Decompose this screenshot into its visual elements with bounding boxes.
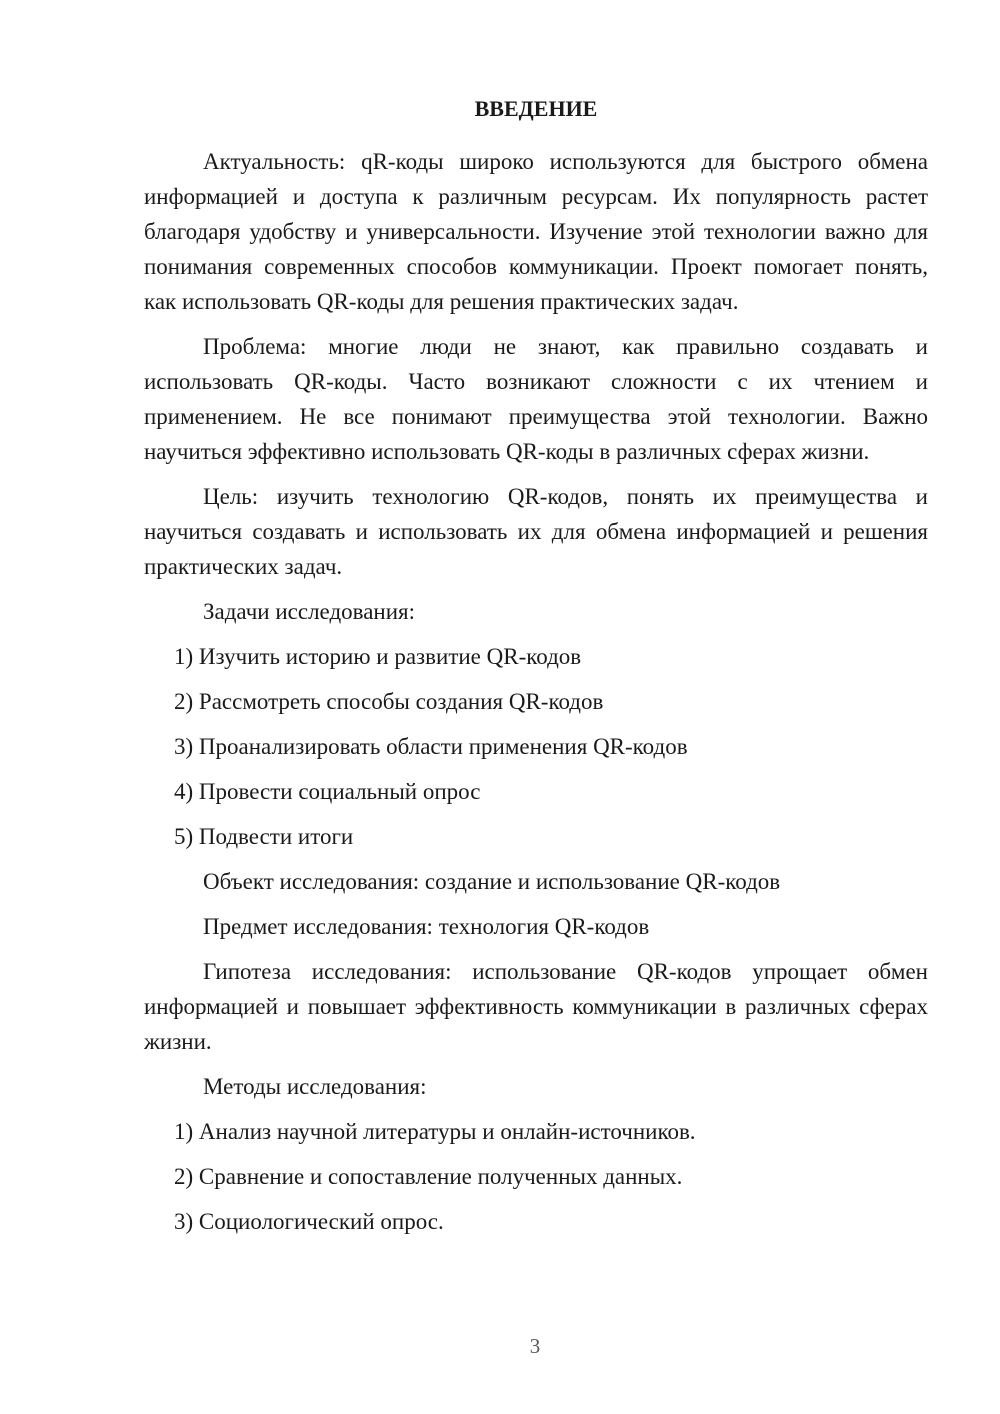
page-title: ВВЕДЕНИЕ xyxy=(474,96,598,121)
task-item: 5) Подвести итоги xyxy=(174,824,354,849)
task-item: 4) Провести социальный опрос xyxy=(174,779,481,804)
method-item: 2) Сравнение и сопоставление полученных данных. xyxy=(174,1164,683,1189)
relevance-paragraph: Актуальность: qR-коды широко используются для быстрого обмена информацией и доступа к различным ресурсам. Их популярность растет благодаря удобству и универсальности. Изучение этой технологии важно для понимания современных способов коммуникации. Проект помогает понять, как использовать QR-коды для решения практических задач. xyxy=(144,149,928,314)
task-item: 3) Проанализировать области применения QR-кодов xyxy=(174,734,688,759)
document-body xyxy=(144,144,928,1249)
method-item: 1) Анализ научной литературы и онлайн-источников. xyxy=(174,1119,696,1144)
hypothesis-paragraph: Гипотеза исследования: использование QR-кодов упрощает обмен информацией и повышает эффективность коммуникации в различных сферах жизни. xyxy=(144,959,928,1054)
research-subject: Предмет исследования: технология QR-кодов xyxy=(203,914,650,939)
task-item: 1) Изучить историю и развитие QR-кодов xyxy=(174,644,582,669)
task-item: 2) Рассмотреть способы создания QR-кодов xyxy=(174,689,604,714)
method-item: 3) Социологический опрос. xyxy=(174,1209,444,1234)
research-object: Объект исследования: создание и использование QR-кодов xyxy=(203,869,781,894)
problem-paragraph: Проблема: многие люди не знают, как правильно создавать и использовать QR-коды. Часто возникают сложности с их чтением и применением. Не все понимают преимущества этой технологии. Важно научиться эффективно использовать QR-коды в различных сферах жизни. xyxy=(144,334,928,464)
methods-heading: Методы исследования: xyxy=(203,1074,427,1099)
goal-paragraph: Цель: изучить технологию QR-кодов, понять их преимущества и научиться создавать и использовать их для обмена информацией и решения практических задач. xyxy=(144,484,928,579)
tasks-heading: Задачи исследования: xyxy=(203,599,416,624)
page-number: 3 xyxy=(529,1334,541,1358)
